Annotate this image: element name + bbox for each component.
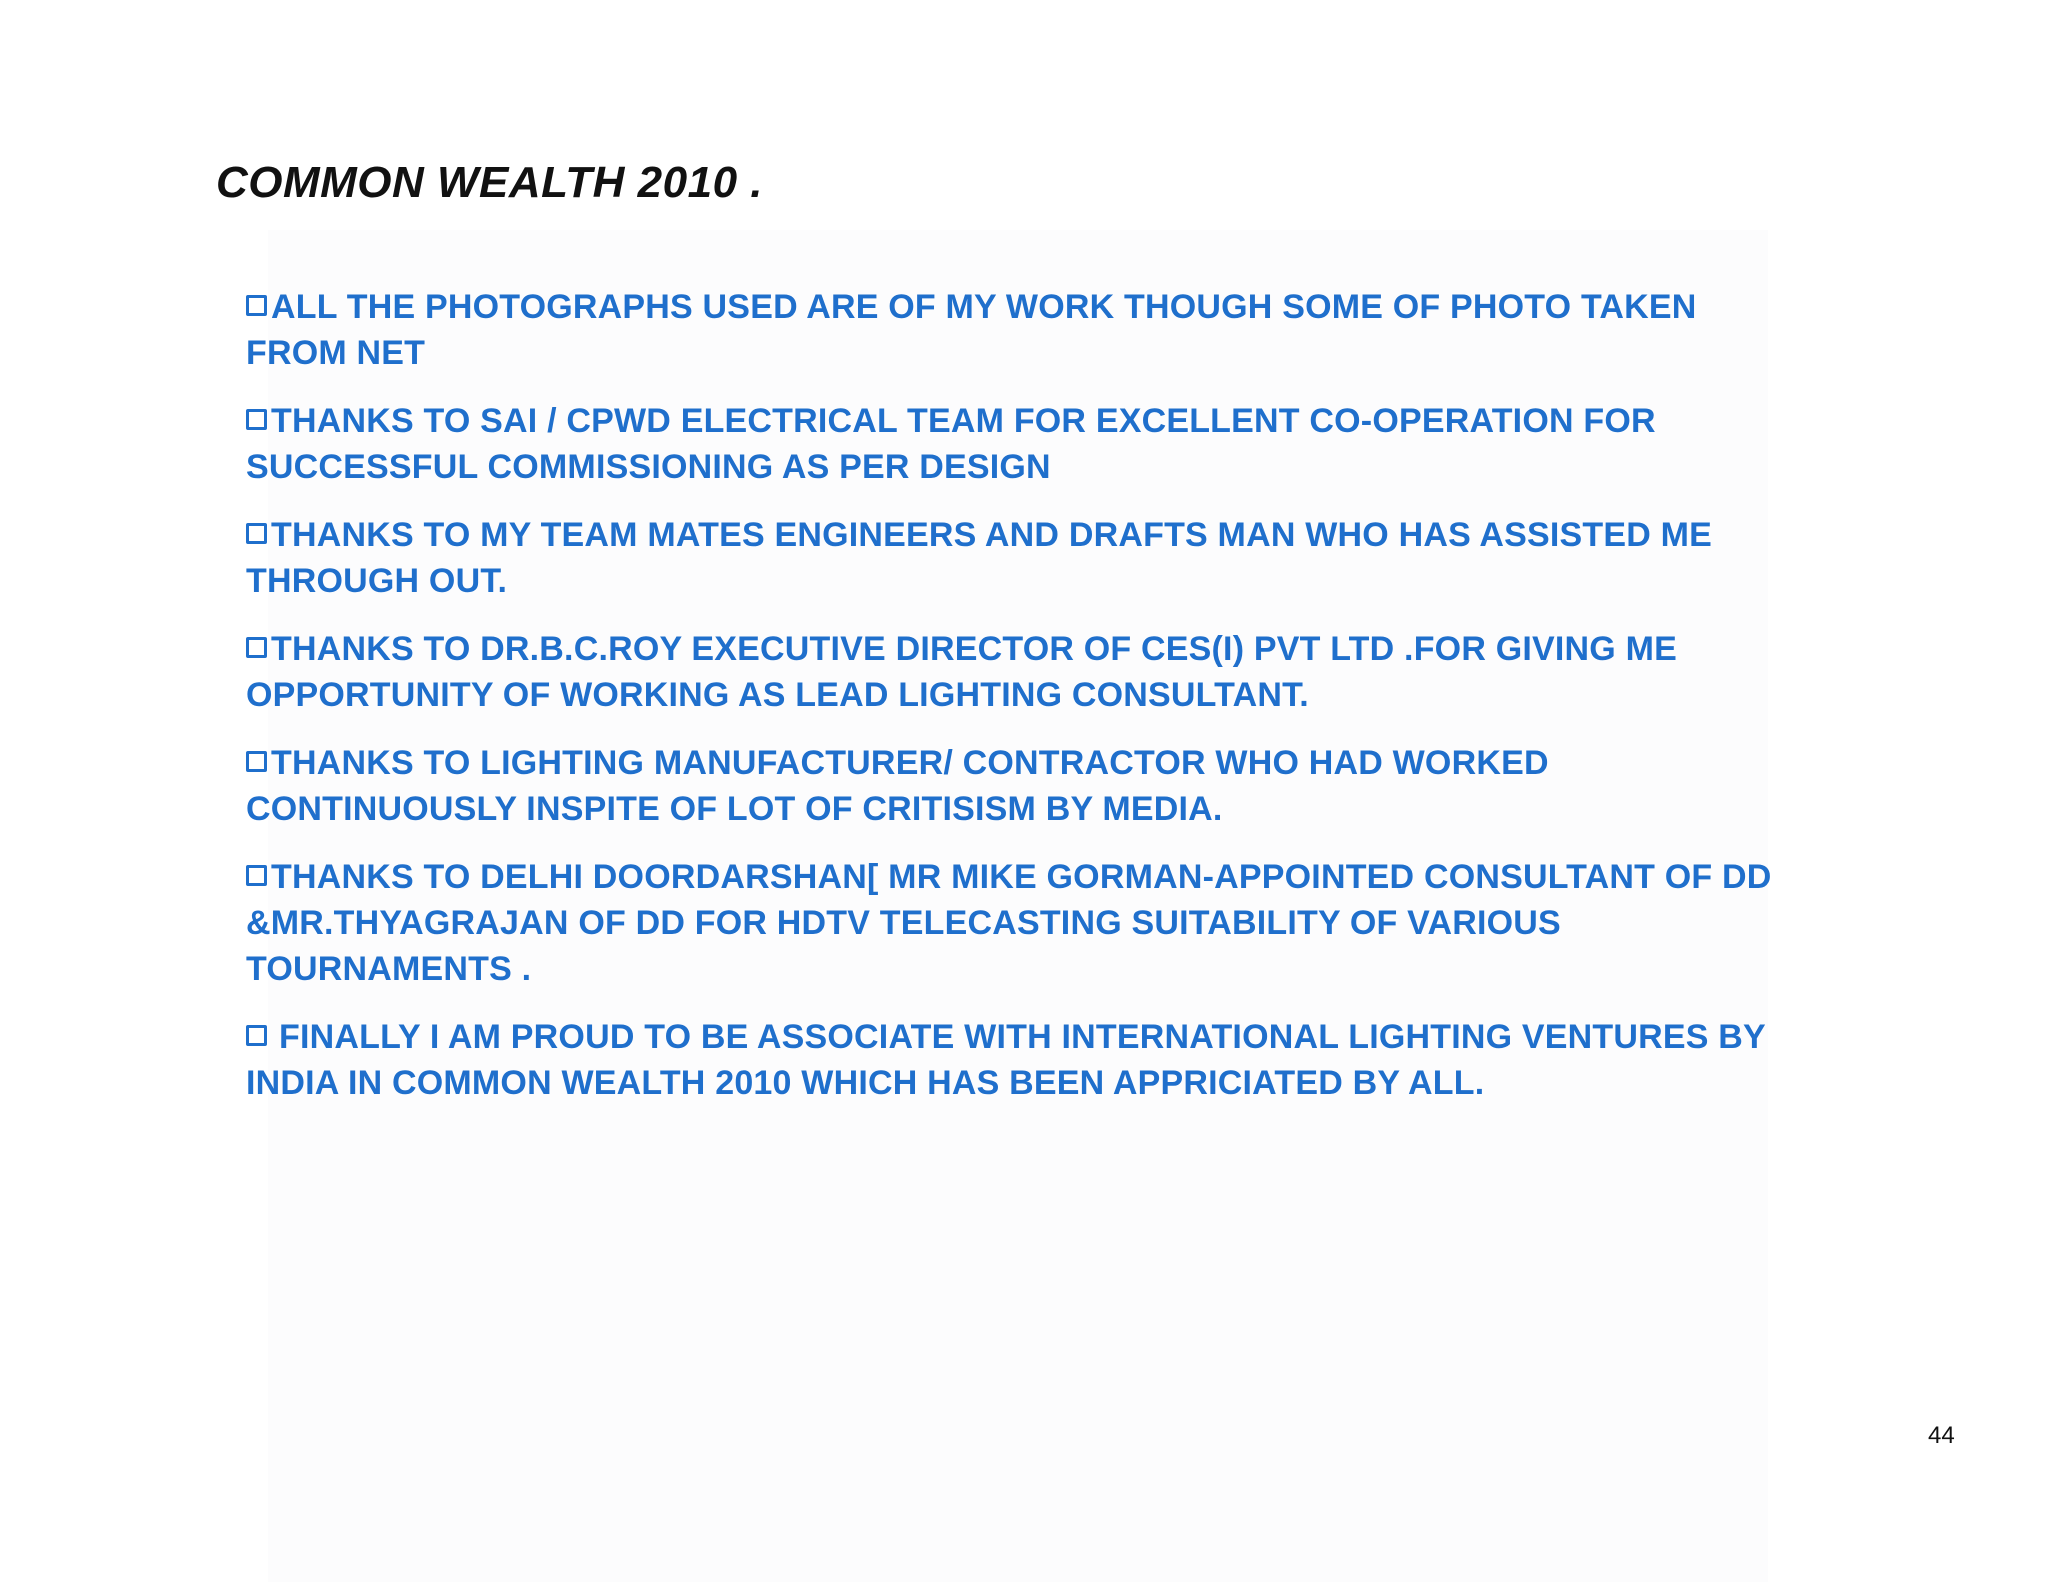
bullet-item	[246, 398, 1786, 490]
bullet-list	[246, 284, 1786, 1128]
bullet-item	[246, 1014, 1786, 1106]
square-bullet-icon	[246, 409, 267, 430]
bullet-item	[246, 512, 1786, 604]
bullet-text: THANKS TO SAI / CPWD ELECTRICAL TEAM FOR EXCELLENT CO-OPERATION FOR SUCCESSFUL COMMISSIONING AS PER DESIGN	[246, 402, 1656, 486]
bullet-text: THANKS TO LIGHTING MANUFACTURER/ CONTRACTOR WHO HAD WORKED CONTINUOUSLY INSPITE OF LOT OF CRITISISM BY MEDIA.	[246, 744, 1549, 828]
bullet-item	[246, 284, 1786, 376]
square-bullet-icon	[246, 1025, 267, 1046]
bullet-item	[246, 854, 1786, 992]
square-bullet-icon	[246, 751, 267, 772]
page-number: 44	[1928, 1422, 1955, 1449]
bullet-item	[246, 740, 1786, 832]
bullet-text: THANKS TO DELHI DOORDARSHAN[ MR MIKE GORMAN-APPOINTED CONSULTANT OF DD &MR.THYAGRAJAN OF DD FOR HDTV TELECASTING SUITABILITY OF VARIOUS TOURNAMENTS .	[246, 858, 1772, 988]
square-bullet-icon	[246, 523, 267, 544]
bullet-text: THANKS TO DR.B.C.ROY EXECUTIVE DIRECTOR OF CES(I) PVT LTD .FOR GIVING ME OPPORTUNITY OF WORKING AS LEAD LIGHTING CONSULTANT.	[246, 630, 1677, 714]
slide-title: COMMON WEALTH 2010 .	[216, 158, 764, 207]
square-bullet-icon	[246, 295, 267, 316]
square-bullet-icon	[246, 637, 267, 658]
bullet-text: ALL THE PHOTOGRAPHS USED ARE OF MY WORK THOUGH SOME OF PHOTO TAKEN FROM NET	[246, 288, 1697, 372]
bullet-item	[246, 626, 1786, 718]
bullet-text: THANKS TO MY TEAM MATES ENGINEERS AND DRAFTS MAN WHO HAS ASSISTED ME THROUGH OUT.	[246, 516, 1713, 600]
square-bullet-icon	[246, 865, 267, 886]
bullet-text: FINALLY I AM PROUD TO BE ASSOCIATE WITH INTERNATIONAL LIGHTING VENTURES BY INDIA IN COMMON WEALTH 2010 WHICH HAS BEEN APPRICIATED BY ALL.	[246, 1018, 1766, 1102]
